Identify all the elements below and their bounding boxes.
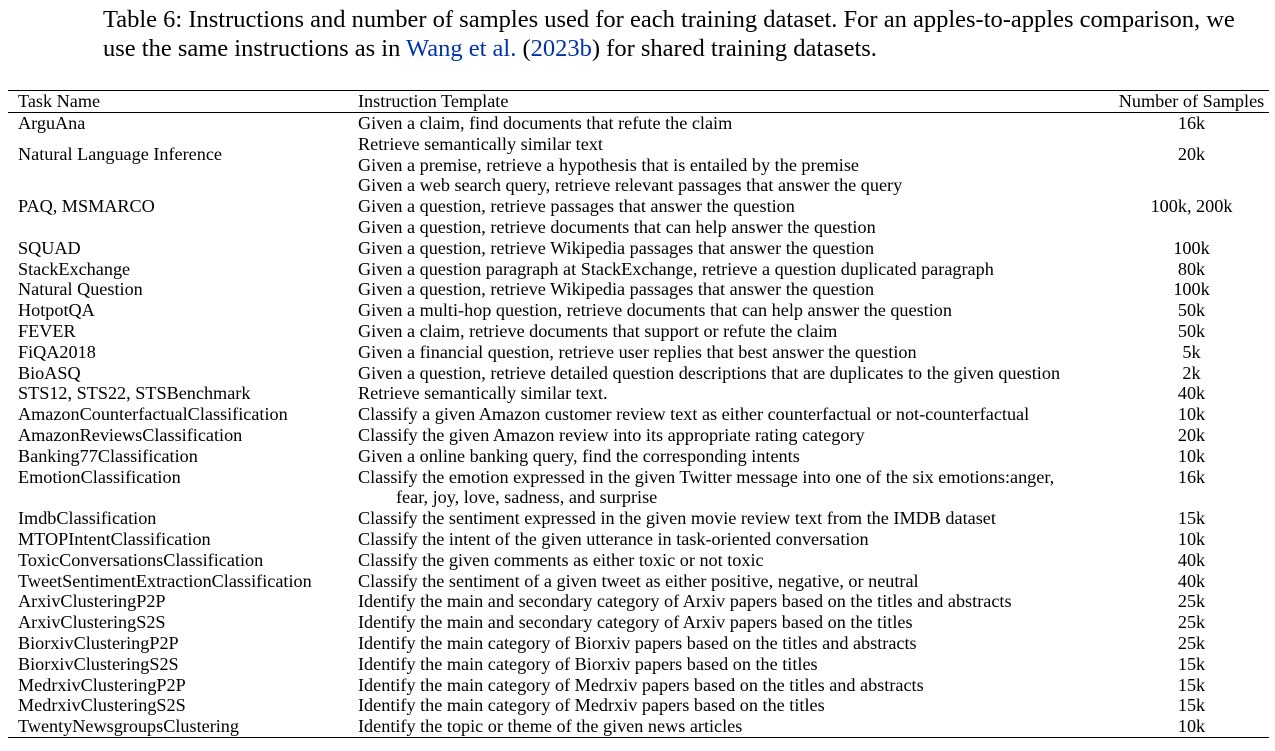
instruction-line: Classify the given Amazon review into its appropriate rating category [358,424,865,445]
instruction-cell [348,175,1114,237]
task-name-cell: PAQ, MSMARCO [18,196,155,217]
instruction-cell [348,300,1114,321]
task-name-cell: MedrxivClusteringS2S [18,695,186,716]
samples-cell: 25k [1177,612,1206,633]
citation-author-link[interactable]: Wang et al. [406,35,517,62]
samples-cell: 40k [1177,549,1206,570]
instruction-cell [348,571,1114,592]
task-name-cell: BiorxivClusteringP2P [18,632,179,653]
table-row [8,591,1269,612]
task-name-cell: FEVER [18,320,76,341]
instruction-line: Classify the sentiment of a given tweet as either positive, negative, or neutral [358,570,919,591]
instruction-line: Identify the main category of Medrxiv papers based on the titles [358,695,825,716]
samples-cell: 50k [1177,320,1206,341]
instruction-cell [348,321,1114,342]
table-row [8,467,1269,509]
table-row [8,175,1269,237]
instruction-line: Given a online banking query, find the corresponding intents [358,445,800,466]
task-name-cell: TwentyNewsgroupsClustering [18,716,239,737]
samples-cell: 16k [1177,466,1206,487]
instruction-cell [348,363,1114,384]
task-name-cell: EmotionClassification [18,466,181,487]
instruction-line: Classify the sentiment expressed in the given movie review text from the IMDB dataset [358,508,996,529]
instruction-cell [348,529,1114,550]
instruction-line: Given a question, retrieve Wikipedia passages that answer the question [358,237,875,258]
instruction-line: Given a question, retrieve Wikipedia passages that answer the question [358,279,875,300]
instruction-line: Classify the intent of the given utterance in task-oriented conversation [358,528,869,549]
task-name-cell: Natural Language Inference [18,144,222,165]
samples-cell: 40k [1177,383,1206,404]
instruction-line: Given a multi-hop question, retrieve documents that can help answer the question [358,300,952,321]
table-row [8,383,1269,404]
instruction-line: Identify the main and secondary category of Arxiv papers based on the titles [358,612,913,633]
task-name-cell: ArxivClusteringP2P [18,591,166,612]
task-name-cell: FiQA2018 [18,341,96,362]
caption-text: Table 6: Instructions and number of samples used for each training dataset. For an apples-to-apples comparison, we use the same instructions as in [103,6,1235,62]
table-row [8,571,1269,592]
table-row [8,633,1269,654]
instruction-cell [348,259,1114,280]
table-row [8,425,1269,446]
task-name-cell: ArguAna [18,113,86,133]
instruction-line: Given a question, retrieve detailed question descriptions that are duplicates to the given question [358,362,1061,383]
header-task-name: Task Name [18,91,101,112]
samples-cell: 25k [1177,591,1206,612]
instruction-cell [348,134,1114,176]
task-name-cell: ImdbClassification [18,508,157,529]
task-name-cell: MedrxivClusteringP2P [18,674,186,695]
table-row [8,695,1269,716]
instruction-cell [348,113,1114,134]
instruction-line: Classify the emotion expressed in the given Twitter message into one of the six emotions:anger, [358,466,1055,487]
samples-cell: 10k [1177,716,1206,737]
instruction-cell [348,238,1114,259]
instruction-line: Identify the main category of Biorxiv papers based on the titles [358,653,818,674]
task-name-cell: MTOPIntentClassification [18,528,211,549]
task-name-cell: BioASQ [18,362,81,383]
table-body [8,113,1269,738]
task-name-cell: ToxicConversationsClassification [18,549,264,570]
instruction-cell [348,383,1114,404]
task-name-cell: HotpotQA [18,300,95,321]
table-row [8,675,1269,696]
samples-cell: 25k [1177,632,1206,653]
table-row [8,550,1269,571]
header-instruction-template: Instruction Template [358,91,509,112]
instruction-cell [348,467,1114,509]
samples-cell: 15k [1177,695,1206,716]
instruction-line: Given a financial question, retrieve user replies that best answer the question [358,341,917,362]
instruction-cell [348,446,1114,467]
instruction-line: Given a claim, retrieve documents that support or refute the claim [358,320,838,341]
samples-cell: 5k [1182,341,1201,362]
samples-cell: 100k [1173,279,1210,300]
header-row [8,91,1269,113]
instruction-line: Given a premise, retrieve a hypothesis that is entailed by the premise [358,154,860,175]
instruction-line: Retrieve semantically similar text. [358,383,608,404]
task-name-cell: Natural Question [18,279,143,300]
instruction-line: Classify the given comments as either toxic or not toxic [358,549,764,570]
instruction-line: Classify a given Amazon customer review text as either counterfactual or not-counterfactual [358,404,1030,425]
instruction-line: Given a question, retrieve documents that can help answer the question [358,216,876,237]
samples-cell: 100k, 200k [1150,196,1233,217]
table-row [8,238,1269,259]
table-row [8,321,1269,342]
instruction-line: Identify the topic or theme of the given news articles [358,716,743,737]
instruction-cell [348,425,1114,446]
table-row [8,342,1269,363]
task-name-cell: StackExchange [18,258,131,279]
instruction-cell [348,508,1114,529]
task-name-cell: SQUAD [18,237,81,258]
table-row [8,404,1269,425]
instruction-cell [348,695,1114,716]
task-name-cell: AmazonCounterfactualClassification [18,404,288,425]
samples-cell: 10k [1177,528,1206,549]
caption-suffix: ) for shared training datasets. [591,35,877,62]
instruction-cell [348,612,1114,633]
instruction-cell [348,654,1114,675]
table-row [8,113,1269,134]
samples-cell: 16k [1177,113,1206,133]
table-row [8,279,1269,300]
instruction-line: Identify the main category of Biorxiv papers based on the titles and abstracts [358,632,917,653]
samples-cell: 15k [1177,674,1206,695]
task-name-cell: AmazonReviewsClassification [18,424,243,445]
samples-cell: 100k [1173,237,1210,258]
instruction-cell [348,279,1114,300]
samples-cell: 20k [1177,424,1206,445]
instruction-line: Retrieve semantically similar text [358,133,603,154]
instruction-cell [348,550,1114,571]
instruction-cell [348,342,1114,363]
task-name-cell: TweetSentimentExtractionClassification [18,570,312,591]
table-row [8,363,1269,384]
samples-cell: 15k [1177,653,1206,674]
task-name-cell: Banking77Classification [18,445,198,466]
task-name-cell: BiorxivClusteringS2S [18,653,179,674]
instruction-cell [348,404,1114,425]
instruction-cell [348,633,1114,654]
table-row [8,134,1269,176]
instruction-cell [348,675,1114,696]
instruction-line: Given a question paragraph at StackExchange, retrieve a question duplicated paragraph [358,258,994,279]
table-header [8,91,1269,113]
table-row [8,508,1269,529]
table-row [8,529,1269,550]
samples-cell: 15k [1177,508,1206,529]
samples-cell: 20k [1177,144,1206,165]
instruction-line: Given a claim, find documents that refute the claim [358,113,733,133]
instruction-cell [348,716,1114,737]
task-name-cell: ArxivClusteringS2S [18,612,166,633]
header-number-of-samples: Number of Samples [1118,91,1265,112]
samples-cell: 2k [1182,362,1201,383]
instruction-line: fear, joy, love, sadness, and surprise [396,487,658,508]
task-name-cell: STS12, STS22, STSBenchmark [18,383,251,404]
instruction-line: Given a question, retrieve passages that answer the question [358,196,795,217]
samples-cell: 50k [1177,300,1206,321]
samples-cell: 10k [1177,445,1206,466]
instruction-line: Identify the main category of Medrxiv papers based on the titles and abstracts [358,674,924,695]
caption-cite-open: ( [516,35,531,62]
samples-cell: 10k [1177,404,1206,425]
dataset-table [8,90,1269,738]
dataset-table-container [8,90,1269,738]
table-row [8,446,1269,467]
samples-cell: 40k [1177,570,1206,591]
instruction-cell [348,591,1114,612]
instruction-line: Identify the main and secondary category of Arxiv papers based on the titles and abstracts [358,591,1012,612]
table-row [8,612,1269,633]
samples-cell: 80k [1177,258,1206,279]
instruction-line: Given a web search query, retrieve relevant passages that answer the query [358,175,903,196]
table-caption [103,5,1263,63]
table-row [8,654,1269,675]
table-row [8,716,1269,737]
table-row [8,259,1269,280]
table-row [8,300,1269,321]
citation-year-link[interactable]: 2023b [530,35,592,62]
